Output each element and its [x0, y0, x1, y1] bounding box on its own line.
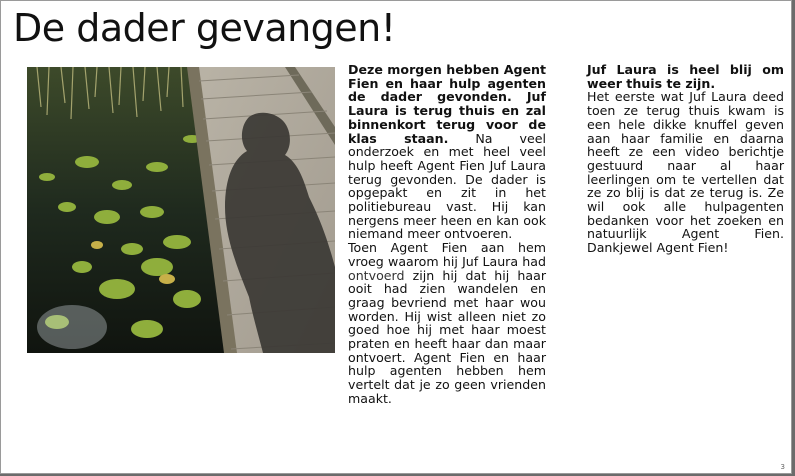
- article-column-left: [348, 63, 546, 406]
- page-number: 3: [780, 463, 785, 471]
- article-column-right: [587, 63, 784, 255]
- intro-bold-text: Deze morgen hebben Agent Fien en haar hulp agenten de dader gevonden. Juf Laura is terug thuis en zal binnenkort terug voor de klas staan.: [348, 62, 546, 146]
- body-text: Toen Agent Fien aan hem vroeg waarom hij Juf Laura had: [348, 240, 546, 269]
- body-text: Na veel onderzoek en met heel veel hulp heeft Agent Fien Juf Laura terug gevonden. De dader is opgepakt en zit in het politiebureau vast. Hij kan nergens meer heen en kan ook niemand meer ontvoeren.: [348, 130, 546, 242]
- body-text: zijn hij dat hij haar ooit had zien wandelen en graag bevriend met haar wou worden. Hij wist alleen niet zo goed hoe hij met haar moest praten en heeft haar dan maar ontvoert. Agent Fien en haar hulp agenten hebben hem vertelt dat je zo geen vrienden maakt.: [348, 267, 546, 406]
- right-heading: [587, 63, 784, 90]
- right-paragraph: Het eerste wat Juf Laura deed toen ze terug thuis kwam is een hele dikke knuffel geven aan haar familie en daarna heeft ze een video berichtje gestuurd naar al haar leerlingen om te vertellen dat ze zo blij is dat ze terug is. Ze wil ook alle hulpagenten bedanken voor het zoeken en natuurlijk Agent Fien. Dankjewel Agent Fien!: [587, 89, 784, 256]
- page-title: De dader gevangen!: [13, 6, 396, 50]
- right-bold-intro: Juf Laura is heel blij om weer thuis te zijn.: [587, 62, 784, 91]
- ontvoerd-word: ontvoerd: [348, 267, 405, 283]
- boardwalk-shadow-photo: [27, 67, 335, 353]
- article-paragraph-2: [348, 241, 546, 405]
- article-paragraph-1: [348, 63, 546, 241]
